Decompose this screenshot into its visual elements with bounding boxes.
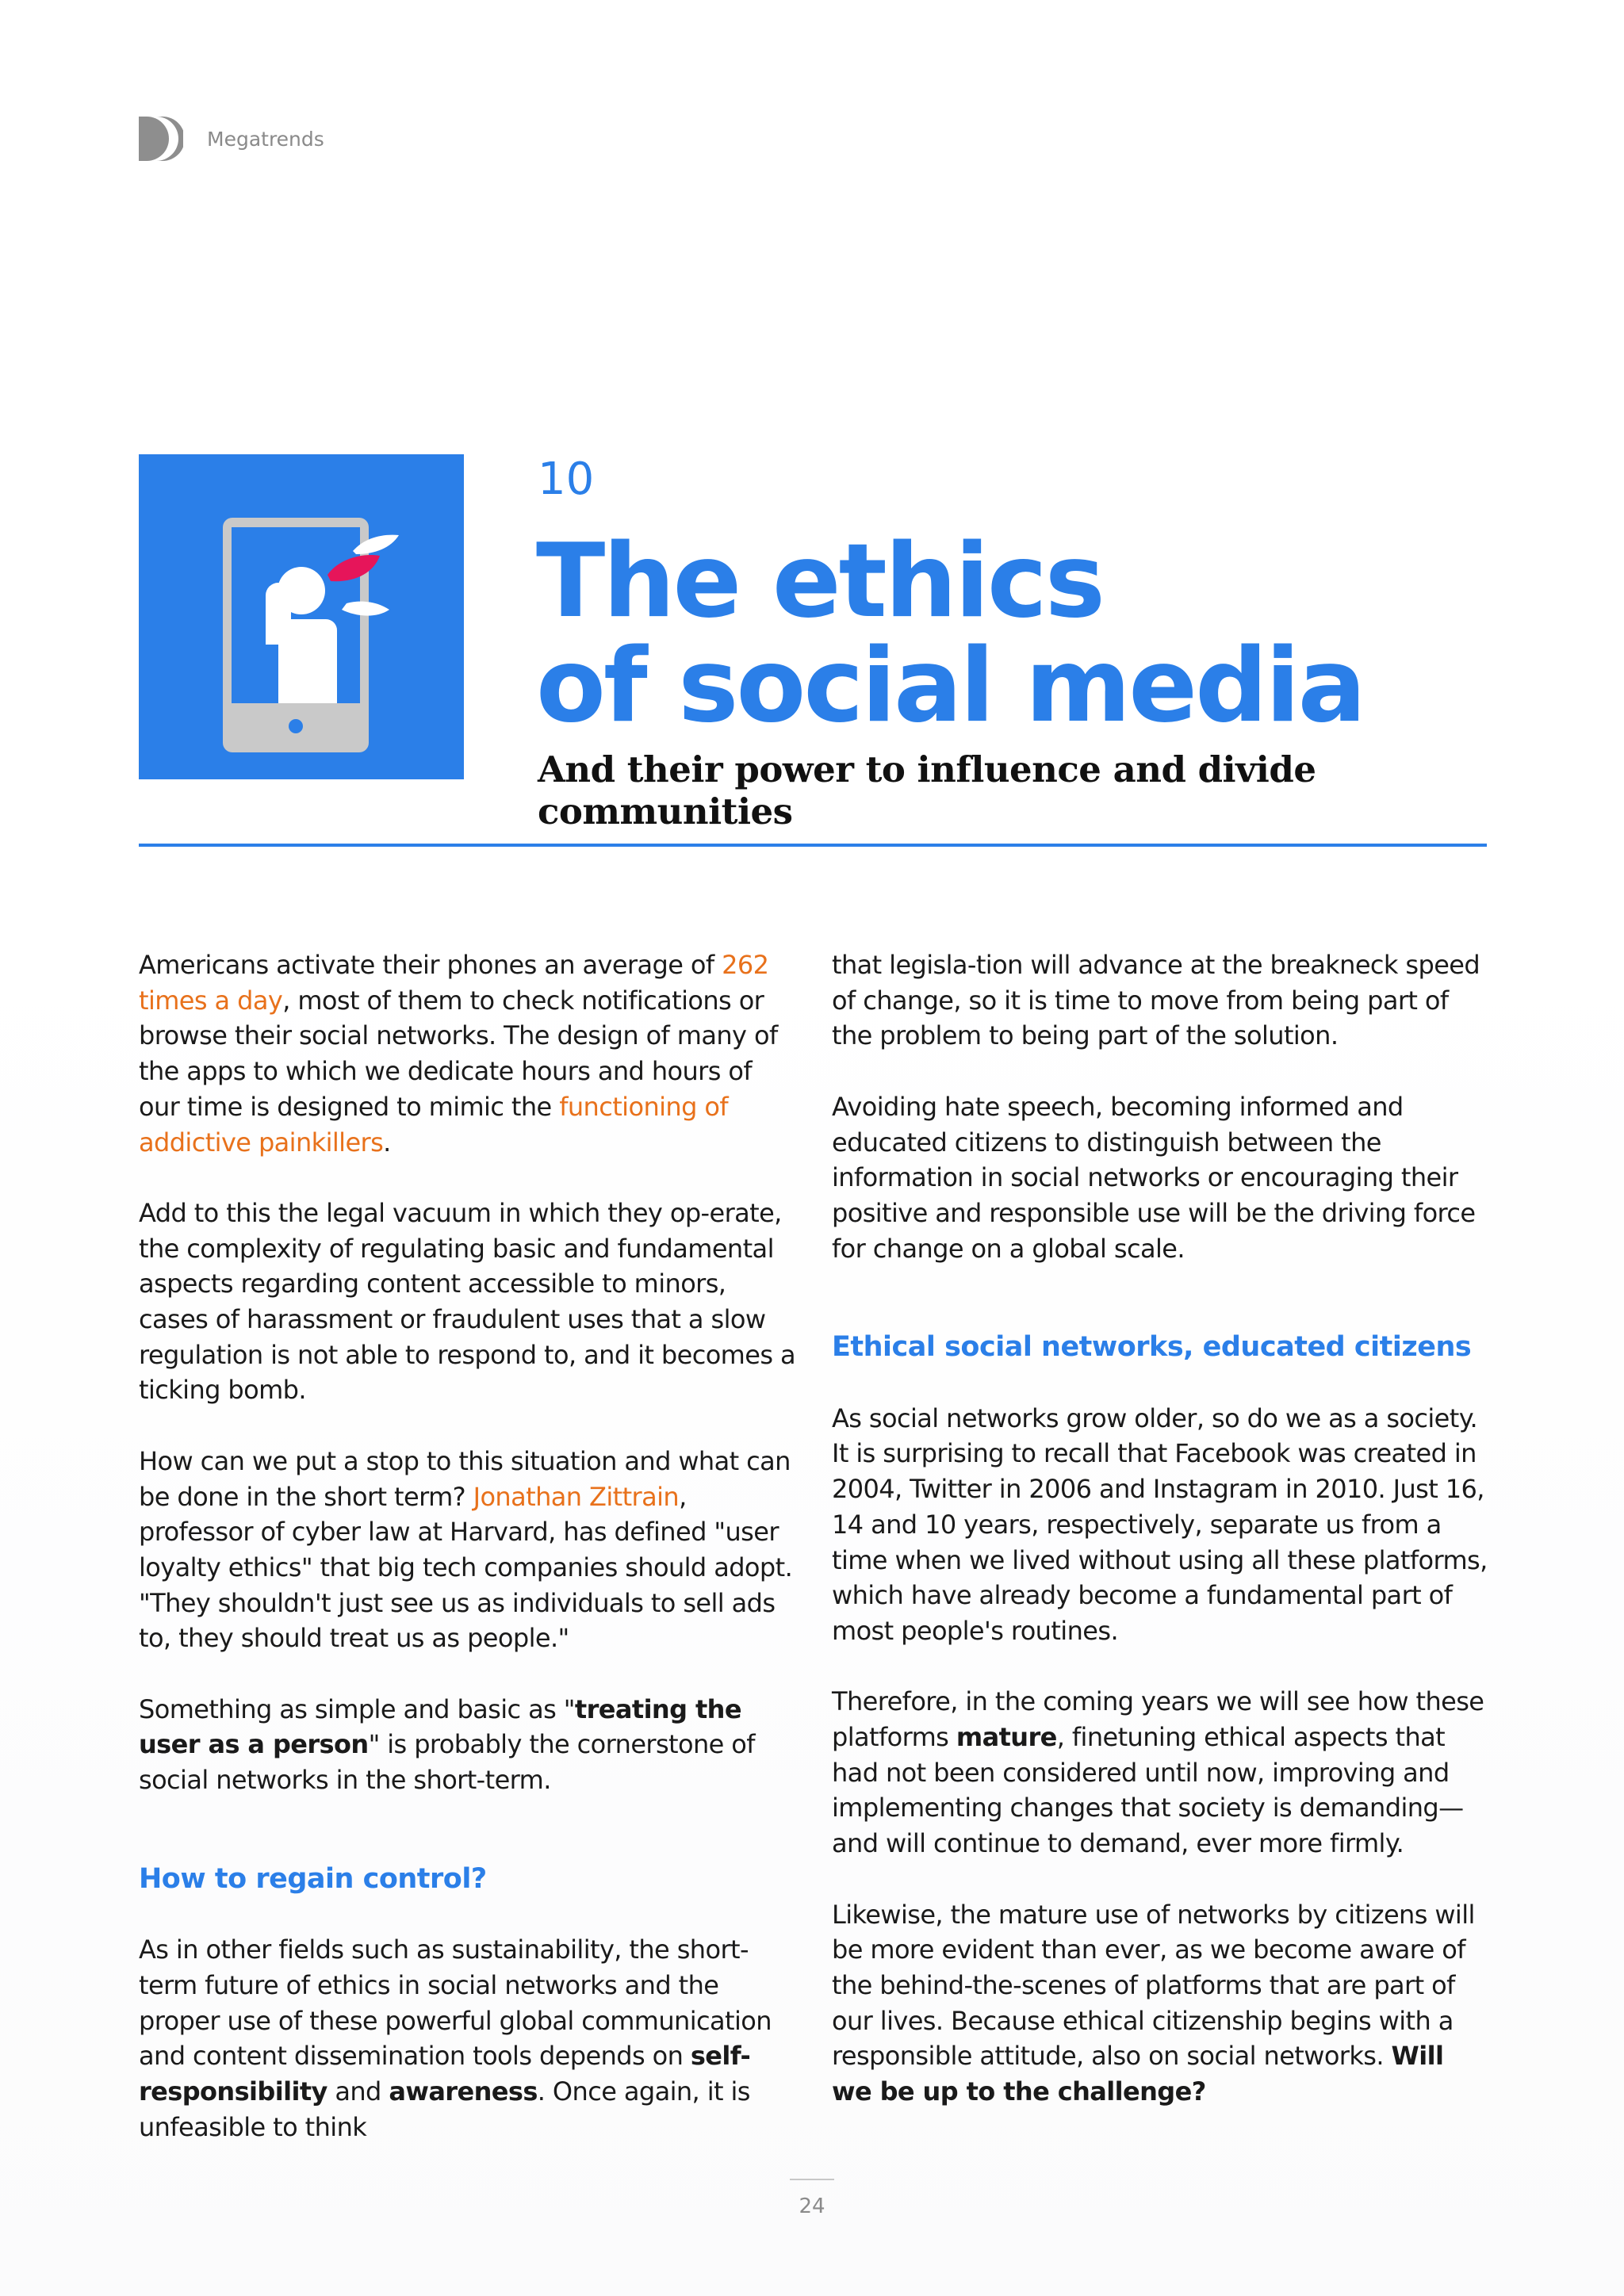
paragraph: that legisla-tion will advance at the breakneck speed of change, so it is time to move from being part of the problem to being part of the solution. — [832, 950, 1480, 1051]
page-number: 24 — [799, 2195, 825, 2218]
section-heading-ethical-networks: Ethical social networks, educated citizens — [832, 1331, 1472, 1364]
right-column — [832, 947, 1490, 2110]
hero-illustration — [139, 454, 464, 779]
footer-divider — [790, 2179, 834, 2180]
paragraph: As in other fields such as sustainability, the short-term future of ethics in social networks and the proper use of these powerful global communication and content dissemination tools depends on self-responsibility and awareness. Once again, it is unfeasible to think — [139, 1934, 772, 2142]
paragraph: Add to this the legal vacuum in which they op-erate, the complexity of regulating basic and fundamental aspects regarding content accessible to minors, cases of harassment or fraudulent uses that a slow regulation is not able to respond to, and it becomes a ticking bomb. — [139, 1197, 795, 1406]
paragraph: Therefore, in the coming years we will see how these platforms mature, finetuning ethical aspects that had not been considered until now, improving and implementing changes that society is demanding—and will continue to demand, ever more firmly. — [832, 1686, 1484, 1859]
link-262-times[interactable]: 262 times a day — [139, 950, 769, 1016]
title-line-2: of social media — [536, 627, 1364, 745]
title-divider — [139, 844, 1487, 847]
brand-header — [139, 117, 324, 161]
paragraph: How can we put a stop to this situation and what can be done in the short term? Jonathan Zittrain, professor of cyber law at Harvard, has defined "user loyalty ethics" that big tech companies should adopt. "They shouldn't just see us as individuals to sell ads to, they should treat us as people." — [139, 1445, 793, 1654]
chapter-number: 10 — [538, 453, 595, 505]
paragraph: Something as simple and basic as "treating the user as a person" is probably the cornerstone of social networks in the short-term. — [139, 1693, 755, 1796]
page-subtitle: And their power to influence and divide communities — [538, 748, 1316, 832]
megatrends-logo-icon — [139, 117, 183, 161]
page-title — [536, 522, 1488, 745]
phone-person-bird-icon — [139, 454, 464, 779]
paragraph: Americans activate their phones an average of 262 times a day, most of them to check notifications or browse their social networks. The design of many of the apps to which we dedicate hours and hours of our time is designed to mimic the functioning of addictive painkillers. — [139, 950, 778, 1158]
brand-name: Megatrends — [207, 127, 324, 151]
paragraph: Likewise, the mature use of networks by citizens will be more evident than ever, as we become aware of the behind-the-scenes of platforms that are part of our lives. Because ethical citizenship begins with a responsible attitude, also on social networks. Will we be up to the challenge? — [832, 1899, 1475, 2107]
paragraph: As social networks grow older, so do we as a society. It is surprising to recall that Facebook was created in 2004, Twitter in 2006 and Instagram in 2010. Just 16, 14 and 10 years, respectively, separate us from a time when we lived without using all these platforms, which have already become a fundamental part of most people's routines. — [832, 1402, 1488, 1646]
left-column — [139, 947, 797, 2145]
paragraph: Avoiding hate speech, becoming informed and educated citizens to distinguish between the information in social networks or encouraging their positive and responsible use will be the driving force for change on a global scale. — [832, 1091, 1476, 1264]
link-jonathan-zittrain[interactable]: Jonathan Zittrain — [473, 1481, 680, 1512]
title-line-1: The ethics — [536, 522, 1103, 641]
section-heading-regain-control: How to regain control? — [139, 1862, 487, 1895]
link-addictive-painkillers[interactable]: functioning of addictive painkillers — [139, 1091, 729, 1158]
